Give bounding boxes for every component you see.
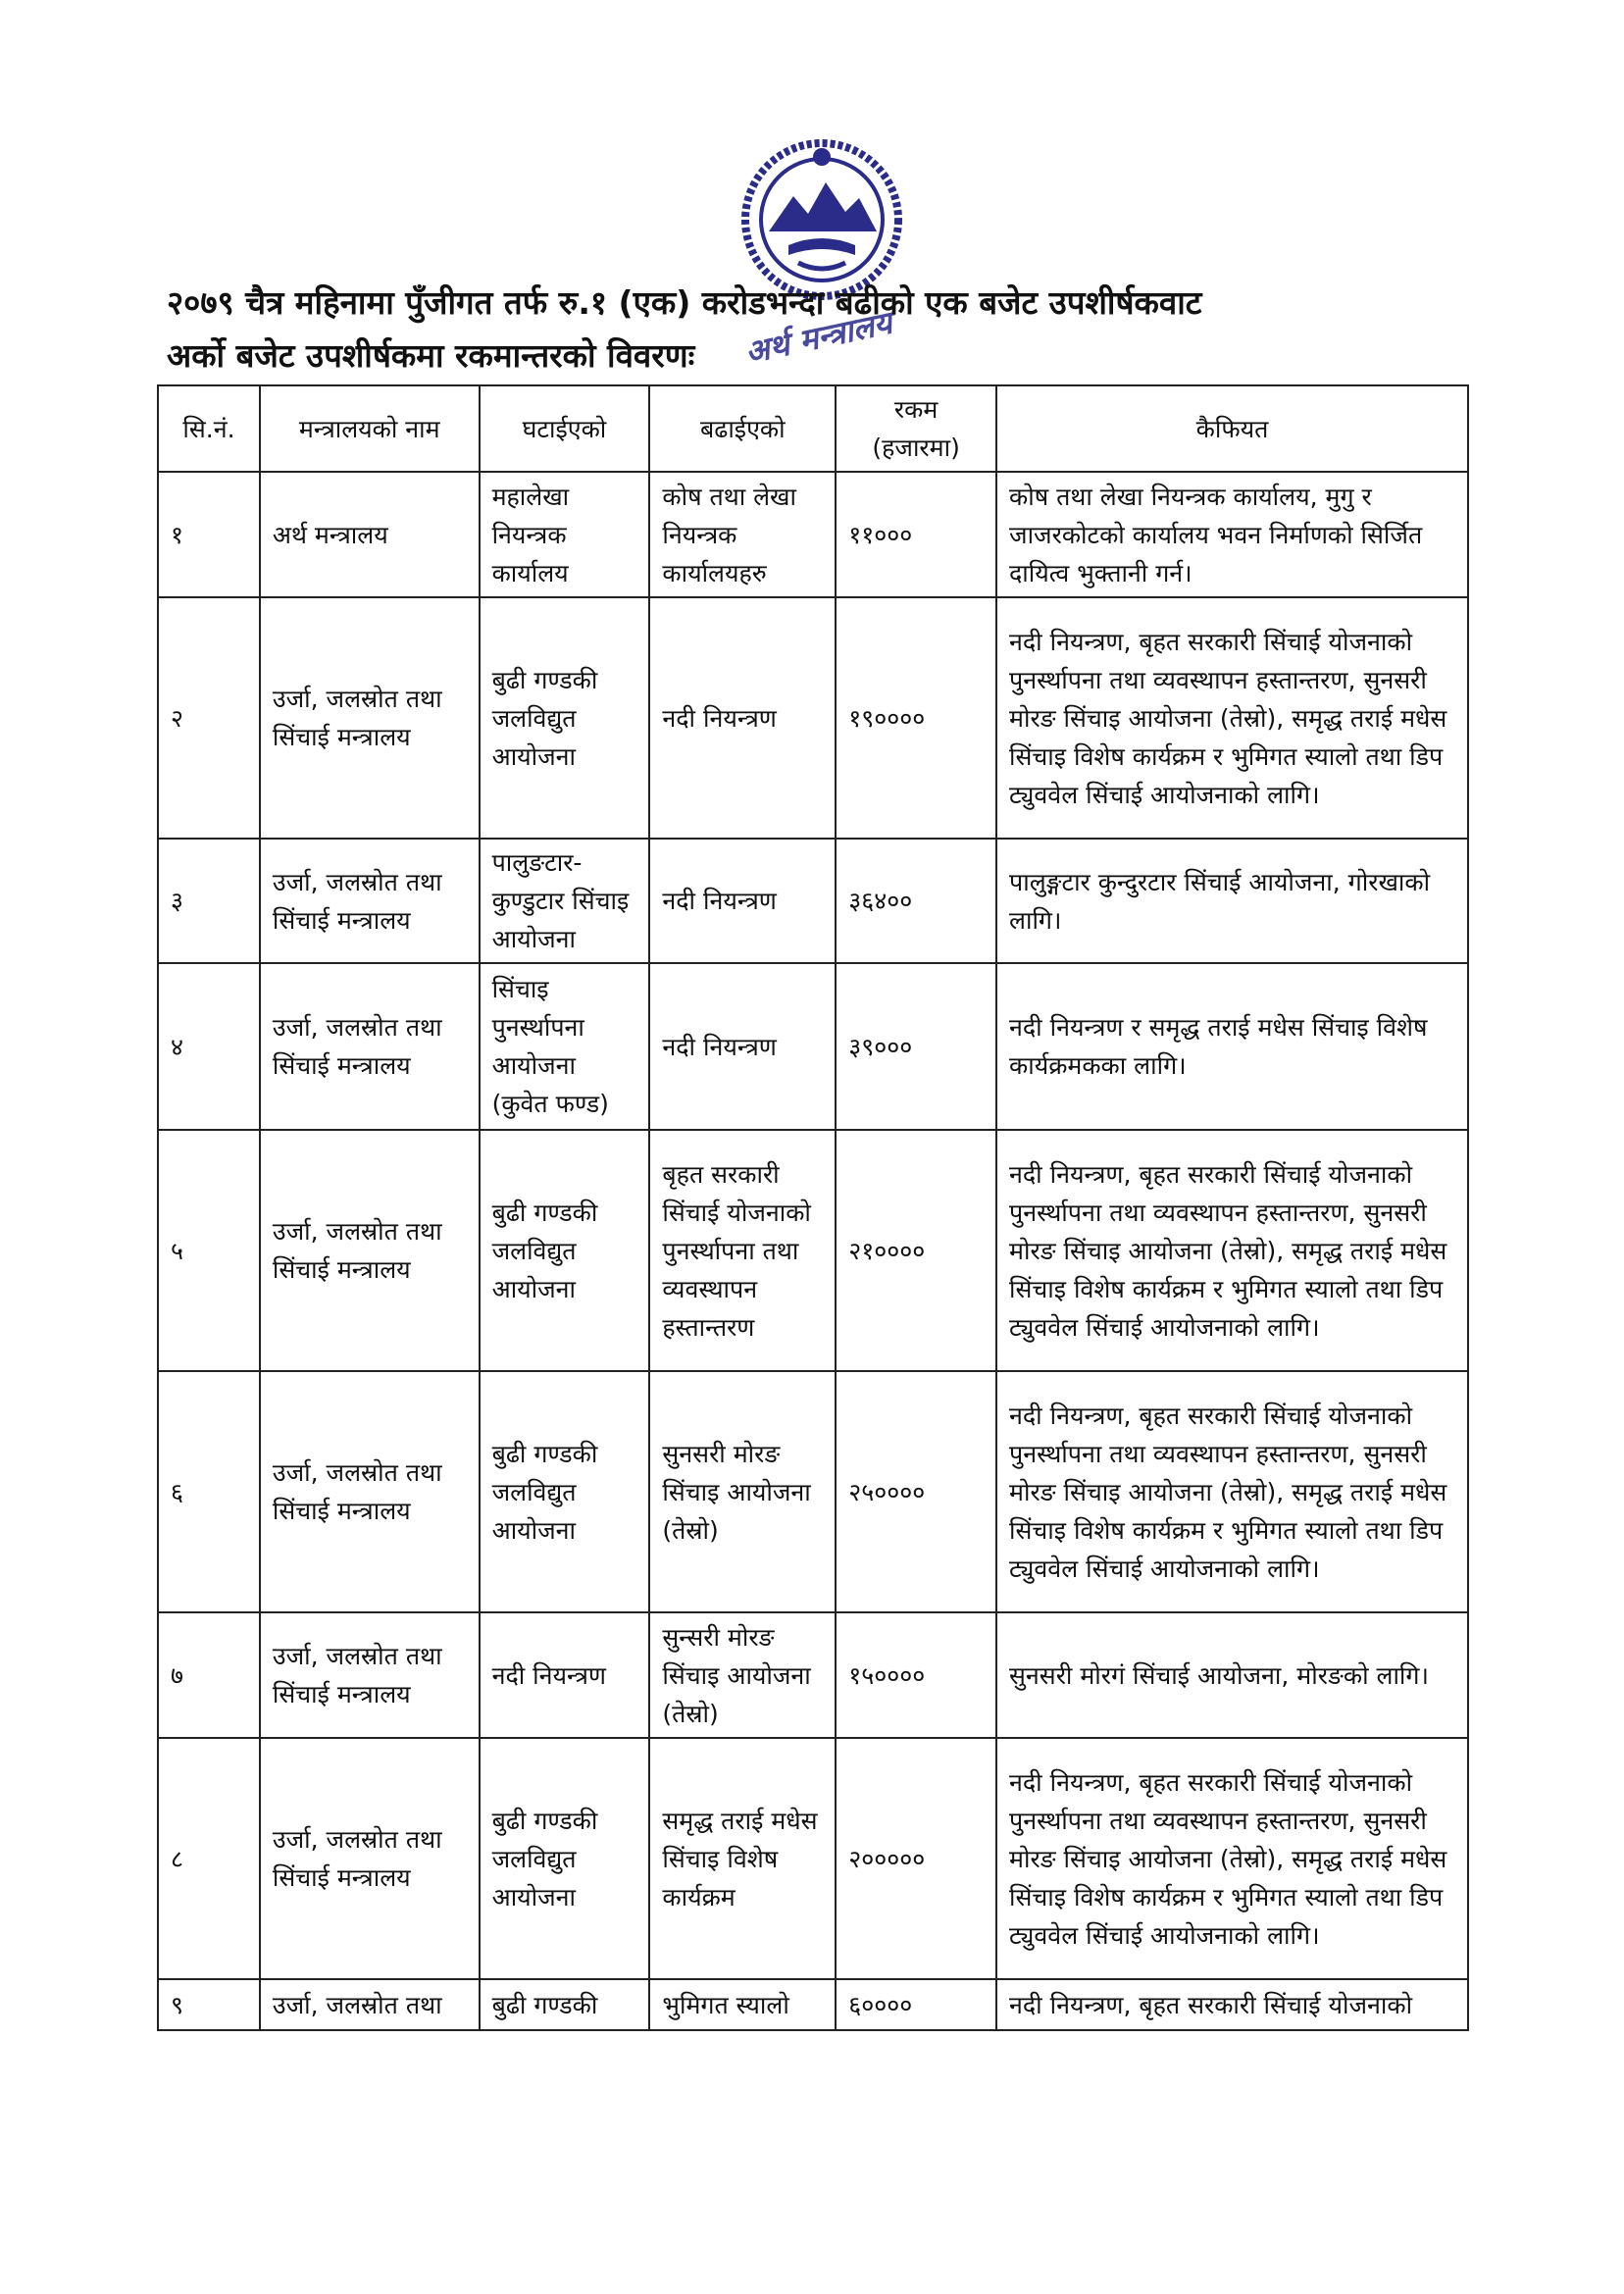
cell-amount: २००००० — [836, 1738, 996, 1979]
cell-amount: ६०००० — [836, 1979, 996, 2030]
cell-sn: ७ — [158, 1612, 260, 1738]
cell-ministry: अर्थ मन्त्रालय — [260, 472, 480, 597]
cell-remarks: नदी नियन्त्रण, बृहत सरकारी सिंचाई योजनाको — [996, 1979, 1468, 2030]
cell-remarks: कोष तथा लेखा नियन्त्रक कार्यालय, मुगु र जाजरकोटको कार्यालय भवन निर्माणको सिर्जित दायित्व भुक्तानी गर्न। — [996, 472, 1468, 597]
cell-increased: सुनसरी मोरङ सिंचाइ आयोजना (तेस्रो) — [649, 1371, 836, 1612]
cell-amount: २१०००० — [836, 1130, 996, 1371]
cell-remarks: नदी नियन्त्रण, बृहत सरकारी सिंचाई योजनाको पुनर्स्थापना तथा व्यवस्थापन हस्तान्तरण, सुनसरी मोरङ सिंचाइ आयोजना (तेस्रो), समृद्ध तराई मधेस सिंचाइ विशेष कार्यक्रम र भुमिगत स्यालो तथा डिप ट्युववेल सिंचाई आयोजनाको लागि। — [996, 1371, 1468, 1612]
cell-ministry: उर्जा, जलस्रोत तथा सिंचाई मन्त्रालय — [260, 1738, 480, 1979]
budget-transfer-table — [157, 384, 1469, 2031]
table-row — [158, 1371, 1468, 1612]
cell-increased: भुमिगत स्यालो — [649, 1979, 836, 2030]
header-decreased: घटाईएको — [480, 385, 650, 472]
cell-increased: नदी नियन्त्रण — [649, 963, 836, 1130]
heading-line-1: २०७९ चैत्र महिनामा पुँजीगत तर्फ रु.१ (एक) करोडभन्दा बढीको एक बजेट उपशीर्षकवाट — [167, 283, 1202, 322]
cell-amount: १५०००० — [836, 1612, 996, 1738]
cell-decreased: बुढी गण्डकी — [480, 1979, 650, 2030]
cell-amount: ११००० — [836, 472, 996, 597]
table-header-row — [158, 385, 1468, 472]
cell-sn: २ — [158, 597, 260, 839]
table-row — [158, 597, 1468, 839]
table-row — [158, 963, 1468, 1130]
table-row — [158, 839, 1468, 963]
cell-ministry: उर्जा, जलस्रोत तथा — [260, 1979, 480, 2030]
cell-remarks: नदी नियन्त्रण, बृहत सरकारी सिंचाई योजनाको पुनर्स्थापना तथा व्यवस्थापन हस्तान्तरण, सुनसरी मोरङ सिंचाइ आयोजना (तेस्रो), समृद्ध तराई मधेस सिंचाइ विशेष कार्यक्रम र भुमिगत स्यालो तथा डिप ट्युववेल सिंचाई आयोजनाको लागि। — [996, 1130, 1468, 1371]
cell-increased: नदी नियन्त्रण — [649, 839, 836, 963]
cell-decreased: महालेखा नियन्त्रक कार्यालय — [480, 472, 650, 597]
table-row — [158, 1979, 1468, 2030]
cell-amount: ३६४०० — [836, 839, 996, 963]
cell-decreased: पालुङटार-कुण्डुटार सिंचाइ आयोजना — [480, 839, 650, 963]
table-row — [158, 1612, 1468, 1738]
cell-remarks: नदी नियन्त्रण, बृहत सरकारी सिंचाई योजनाको पुनर्स्थापना तथा व्यवस्थापन हस्तान्तरण, सुनसरी मोरङ सिंचाइ आयोजना (तेस्रो), समृद्ध तराई मधेस सिंचाइ विशेष कार्यक्रम र भुमिगत स्यालो तथा डिप ट्युववेल सिंचाई आयोजनाको लागि। — [996, 597, 1468, 839]
header-sn: सि.नं. — [158, 385, 260, 472]
cell-sn: ६ — [158, 1371, 260, 1612]
cell-increased: सुन्सरी मोरङ सिंचाइ आयोजना (तेस्रो) — [649, 1612, 836, 1738]
cell-decreased: नदी नियन्त्रण — [480, 1612, 650, 1738]
header-remarks: कैफियत — [996, 385, 1468, 472]
table-row — [158, 1130, 1468, 1371]
cell-ministry: उर्जा, जलस्रोत तथा सिंचाई मन्त्रालय — [260, 1612, 480, 1738]
header-ministry: मन्त्रालयको नाम — [260, 385, 480, 472]
cell-ministry: उर्जा, जलस्रोत तथा सिंचाई मन्त्रालय — [260, 839, 480, 963]
cell-sn: ५ — [158, 1130, 260, 1371]
header-amount: रकम (हजारमा) — [836, 385, 996, 472]
cell-decreased: बुढी गण्डकी जलविद्युत आयोजना — [480, 1371, 650, 1612]
cell-increased: नदी नियन्त्रण — [649, 597, 836, 839]
cell-remarks: पालुङ्गटार कुन्दुरटार सिंचाई आयोजना, गोरखाको लागि। — [996, 839, 1468, 963]
document-heading — [167, 277, 1471, 382]
cell-amount: २५०००० — [836, 1371, 996, 1612]
cell-remarks: नदी नियन्त्रण, बृहत सरकारी सिंचाई योजनाको पुनर्स्थापना तथा व्यवस्थापन हस्तान्तरण, सुनसरी मोरङ सिंचाइ आयोजना (तेस्रो), समृद्ध तराई मधेस सिंचाइ विशेष कार्यक्रम र भुमिगत स्यालो तथा डिप ट्युववेल सिंचाई आयोजनाको लागि। — [996, 1738, 1468, 1979]
cell-sn: ९ — [158, 1979, 260, 2030]
cell-sn: १ — [158, 472, 260, 597]
cell-increased: कोष तथा लेखा नियन्त्रक कार्यालयहरु — [649, 472, 836, 597]
header-increased: बढाईएको — [649, 385, 836, 472]
table-row — [158, 472, 1468, 597]
heading-line-2: अर्को बजेट उपशीर्षकमा रकमान्तरको विवरणः — [167, 336, 695, 375]
cell-ministry: उर्जा, जलस्रोत तथा सिंचाई मन्त्रालय — [260, 1371, 480, 1612]
cell-sn: ३ — [158, 839, 260, 963]
seal-caption: अर्थ मन्त्रालय — [741, 303, 895, 372]
cell-remarks: नदी नियन्त्रण र समृद्ध तराई मधेस सिंचाइ विशेष कार्यक्रमकका लागि। — [996, 963, 1468, 1130]
cell-decreased: बुढी गण्डकी जलविद्युत आयोजना — [480, 1738, 650, 1979]
table-row — [158, 1738, 1468, 1979]
cell-ministry: उर्जा, जलस्रोत तथा सिंचाई मन्त्रालय — [260, 1130, 480, 1371]
cell-decreased: बुढी गण्डकी जलविद्युत आयोजना — [480, 1130, 650, 1371]
cell-sn: ४ — [158, 963, 260, 1130]
cell-ministry: उर्जा, जलस्रोत तथा सिंचाई मन्त्रालय — [260, 597, 480, 839]
cell-decreased: बुढी गण्डकी जलविद्युत आयोजना — [480, 597, 650, 839]
cell-increased: समृद्ध तराई मधेस सिंचाइ विशेष कार्यक्रम — [649, 1738, 836, 1979]
cell-decreased: सिंचाइ पुनर्स्थापना आयोजना (कुवेत फण्ड) — [480, 963, 650, 1130]
cell-remarks: सुनसरी मोरगं सिंचाई आयोजना, मोरङको लागि। — [996, 1612, 1468, 1738]
cell-amount: १९०००० — [836, 597, 996, 839]
cell-sn: ८ — [158, 1738, 260, 1979]
cell-increased: बृहत सरकारी सिंचाई योजनाको पुनर्स्थापना तथा व्यवस्थापन हस्तान्तरण — [649, 1130, 836, 1371]
cell-ministry: उर्जा, जलस्रोत तथा सिंचाई मन्त्रालय — [260, 963, 480, 1130]
cell-amount: ३९००० — [836, 963, 996, 1130]
